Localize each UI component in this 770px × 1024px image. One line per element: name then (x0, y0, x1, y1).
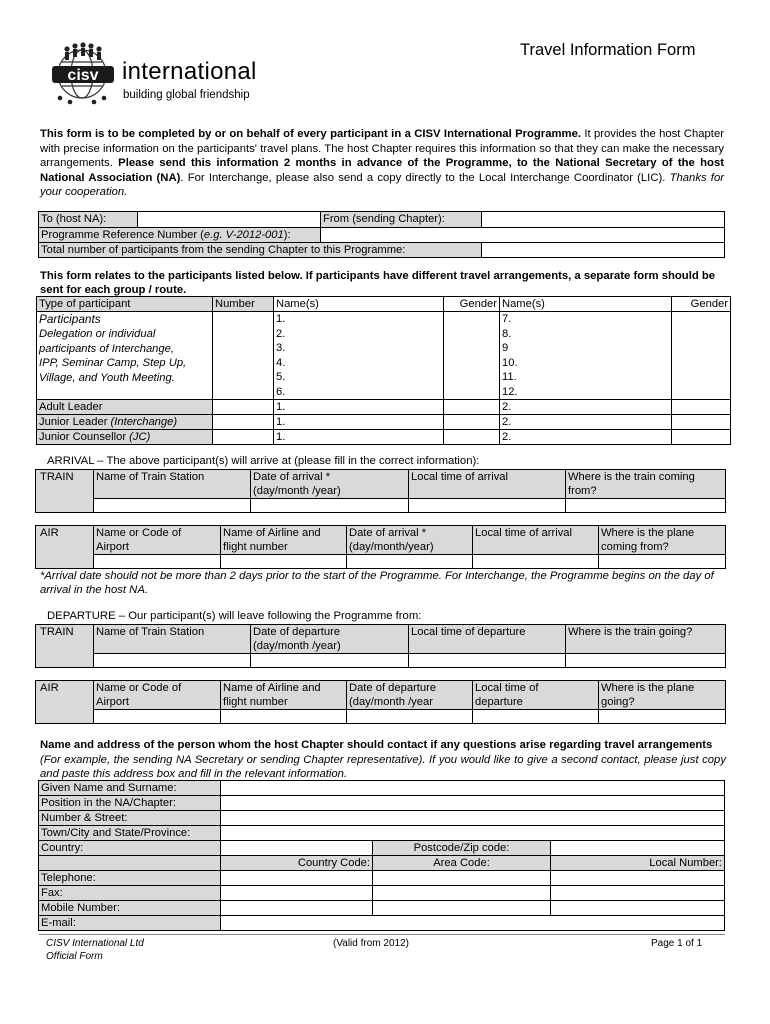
col-gender-2: Gender (672, 297, 731, 312)
arrival-air-time-field[interactable] (473, 555, 599, 569)
departure-time-field[interactable] (409, 654, 566, 668)
footer-valid: (Valid from 2012) (333, 938, 409, 949)
arrival-date-field[interactable] (251, 499, 409, 513)
departure-air-table (35, 680, 726, 724)
country-code-label: Country Code: (221, 856, 373, 871)
arrival-train-from-header: Where is the train coming from? (566, 470, 726, 499)
departure-airport-header: Name or Code of Airport (94, 681, 221, 710)
town-label: Town/City and State/Province: (39, 826, 221, 841)
departure-date-field[interactable] (251, 654, 409, 668)
mobile-country-code[interactable] (221, 901, 373, 916)
departure-train-label: TRAIN (36, 625, 94, 668)
intro-thanks: Thanks for your cooperation. (40, 171, 724, 199)
arrival-train-table (35, 469, 726, 513)
phone-header-spacer (39, 856, 221, 871)
departure-time-header: Local time of departure (409, 625, 566, 654)
adult-leader-name-1[interactable]: 1. (274, 400, 444, 415)
arrival-air-date-field[interactable] (347, 555, 473, 569)
mobile-label: Mobile Number: (39, 901, 221, 916)
reference-label: Programme Reference Number (e.g. V-2012-001): (39, 228, 321, 243)
arrival-airport-header: Name or Code of Airport (94, 526, 221, 555)
email-label: E-mail: (39, 916, 221, 931)
adult-leader-name-2[interactable]: 2. (500, 400, 672, 415)
given-name-field[interactable] (221, 781, 725, 796)
to-field[interactable] (138, 212, 321, 228)
junior-counsellor-gender-1[interactable] (444, 430, 500, 445)
contact-table (38, 780, 725, 931)
junior-leader-number[interactable] (213, 415, 274, 430)
fax-area-code[interactable] (373, 886, 551, 901)
footer-official: Official Form (46, 951, 103, 962)
mobile-area-code[interactable] (373, 901, 551, 916)
arrival-airport-field[interactable] (94, 555, 221, 569)
participants-table (36, 296, 731, 445)
participants-type-cell: Participants Delegation or individual participants of Interchange, IPP, Seminar Camp, Step Up, Village, and Youth Meeting. (37, 312, 213, 400)
participants-intro: This form relates to the participants listed below. If participants have different travel arrangements, a separate form should be sent for each group / route. (40, 270, 716, 297)
gender-right-field[interactable] (672, 312, 731, 400)
area-code-label: Area Code: (373, 856, 551, 871)
junior-leader-gender-1[interactable] (444, 415, 500, 430)
junior-counsellor-name-2[interactable]: 2. (500, 430, 672, 445)
mobile-local-number[interactable] (551, 901, 725, 916)
arrival-time-field[interactable] (409, 499, 566, 513)
departure-train-to-header: Where is the train going? (566, 625, 726, 654)
arrival-train-from-field[interactable] (566, 499, 726, 513)
street-field[interactable] (221, 811, 725, 826)
col-names-2: Name(s) (500, 297, 672, 312)
footer-rule (39, 934, 725, 935)
from-label: From (sending Chapter): (321, 212, 482, 228)
adult-leader-label: Adult Leader (37, 400, 213, 415)
adult-leader-number[interactable] (213, 400, 274, 415)
svg-text:cisv: cisv (67, 67, 99, 84)
postcode-field[interactable] (551, 841, 725, 856)
departure-plane-to-field[interactable] (599, 710, 726, 724)
departure-station-header: Name of Train Station (94, 625, 251, 654)
participants-title: Participants (39, 312, 101, 326)
fax-country-code[interactable] (221, 886, 373, 901)
arrival-air-time-header: Local time of arrival (473, 526, 599, 555)
departure-air-label: AIR (36, 681, 94, 724)
telephone-local-number[interactable] (551, 871, 725, 886)
globe-people-icon (44, 40, 124, 106)
col-gender-1: Gender (444, 297, 500, 312)
names-right-list[interactable]: 7. 8. 9 10. 11. 12. (500, 312, 672, 400)
email-field[interactable] (221, 916, 725, 931)
departure-air-date-field[interactable] (347, 710, 473, 724)
departure-heading: DEPARTURE – Our participant(s) will leave following the Programme from: (47, 610, 422, 622)
total-participants-field[interactable] (482, 243, 725, 258)
junior-leader-name-2[interactable]: 2. (500, 415, 672, 430)
given-name-label: Given Name and Surname: (39, 781, 221, 796)
telephone-label: Telephone: (39, 871, 221, 886)
logo-tagline: building global friendship (123, 89, 250, 101)
arrival-air-date-header: Date of arrival * (day/month/year) (347, 526, 473, 555)
position-label: Position in the NA/Chapter: (39, 796, 221, 811)
arrival-heading: ARRIVAL – The above participant(s) will arrive at (please fill in the correct information): (47, 455, 480, 467)
junior-counsellor-gender-2[interactable] (672, 430, 731, 445)
departure-air-time-header: Local time of departure (473, 681, 599, 710)
arrival-airline-field[interactable] (221, 555, 347, 569)
gender-left-field[interactable] (444, 312, 500, 400)
departure-air-time-field[interactable] (473, 710, 599, 724)
local-number-label: Local Number: (551, 856, 725, 871)
departure-station-field[interactable] (94, 654, 251, 668)
col-number: Number (213, 297, 274, 312)
total-participants-label: Total number of participants from the sending Chapter to this Programme: (39, 243, 482, 258)
town-field[interactable] (221, 826, 725, 841)
country-label: Country: (39, 841, 221, 856)
junior-counsellor-label: Junior Counsellor (JC) (37, 430, 213, 445)
position-field[interactable] (221, 796, 725, 811)
arrival-plane-from-field[interactable] (599, 555, 726, 569)
departure-air-date-header: Date of departure (day/month /year (347, 681, 473, 710)
cisv-logo (44, 40, 284, 106)
footer-org: CISV International Ltd (46, 938, 144, 949)
departure-airline-header: Name of Airline and flight number (221, 681, 347, 710)
telephone-country-code[interactable] (221, 871, 373, 886)
names-left-list[interactable]: 1. 2. 3. 4. 5. 6. (274, 312, 444, 400)
intro-paragraph (40, 127, 724, 200)
logo-name: international (122, 58, 257, 85)
adult-leader-gender-1[interactable] (444, 400, 500, 415)
junior-leader-label: Junior Leader (Interchange) (37, 415, 213, 430)
junior-leader-gender-2[interactable] (672, 415, 731, 430)
departure-plane-to-header: Where is the plane going? (599, 681, 726, 710)
arrival-train-label: TRAIN (36, 470, 94, 513)
adult-leader-gender-2[interactable] (672, 400, 731, 415)
intro-bold-1: This form is to be completed by or on behalf of every participant in a CISV International Programme. (40, 128, 581, 140)
intro-bold-2: Please send this information 2 months in advance of the Programme, to the National Secretary of the host National Association (NA) (40, 157, 724, 184)
street-label: Number & Street: (39, 811, 221, 826)
form-title: Travel Information Form (520, 41, 696, 59)
departure-airline-field[interactable] (221, 710, 347, 724)
arrival-air-table (35, 525, 726, 569)
fax-local-number[interactable] (551, 886, 725, 901)
footer-page: Page 1 of 1 (651, 938, 703, 949)
telephone-area-code[interactable] (373, 871, 551, 886)
na-table (38, 211, 725, 258)
arrival-station-field[interactable] (94, 499, 251, 513)
contact-note: (For example, the sending NA Secretary or sending Chapter representative). If you would like to give a second contact, please just copy and paste this address box and fill in the relevant information. (40, 754, 726, 781)
junior-counsellor-number[interactable] (213, 430, 274, 445)
reference-field[interactable] (321, 228, 725, 243)
postcode-label: Postcode/Zip code: (373, 841, 551, 856)
arrival-airline-header: Name of Airline and flight number (221, 526, 347, 555)
col-type: Type of participant (37, 297, 213, 312)
junior-counsellor-name-1[interactable]: 1. (274, 430, 444, 445)
departure-train-table (35, 624, 726, 668)
from-field[interactable] (482, 212, 725, 228)
arrival-station-header: Name of Train Station (94, 470, 251, 499)
departure-train-to-field[interactable] (566, 654, 726, 668)
participants-number-field[interactable] (213, 312, 274, 400)
col-names-1: Name(s) (274, 297, 444, 312)
departure-airport-field[interactable] (94, 710, 221, 724)
arrival-date-header: Date of arrival * (day/month /year) (251, 470, 409, 499)
to-label: To (host NA): (39, 212, 138, 228)
departure-date-header: Date of departure (day/month /year) (251, 625, 409, 654)
arrival-air-label: AIR (36, 526, 94, 569)
arrival-footnote: *Arrival date should not be more than 2 days prior to the start of the Programme. For Interchange, the Programme begins on the day of arrival in the host NA. (40, 570, 714, 597)
arrival-plane-from-header: Where is the plane coming from? (599, 526, 726, 555)
contact-heading: Name and address of the person whom the host Chapter should contact if any questions arise regarding travel arrangements (40, 739, 713, 751)
country-field[interactable] (221, 841, 373, 856)
junior-leader-name-1[interactable]: 1. (274, 415, 444, 430)
intro-text-1: It provides the host Chapter with precise information on the participants' travel plans. The host Chapter requires this information so that they can make the necessary arrangements. (40, 128, 724, 170)
intro-text-2: . For Interchange, please also send a copy directly to the Local Interchange Coordinator (LIC). (180, 171, 670, 184)
fax-label: Fax: (39, 886, 221, 901)
arrival-time-header: Local time of arrival (409, 470, 566, 499)
